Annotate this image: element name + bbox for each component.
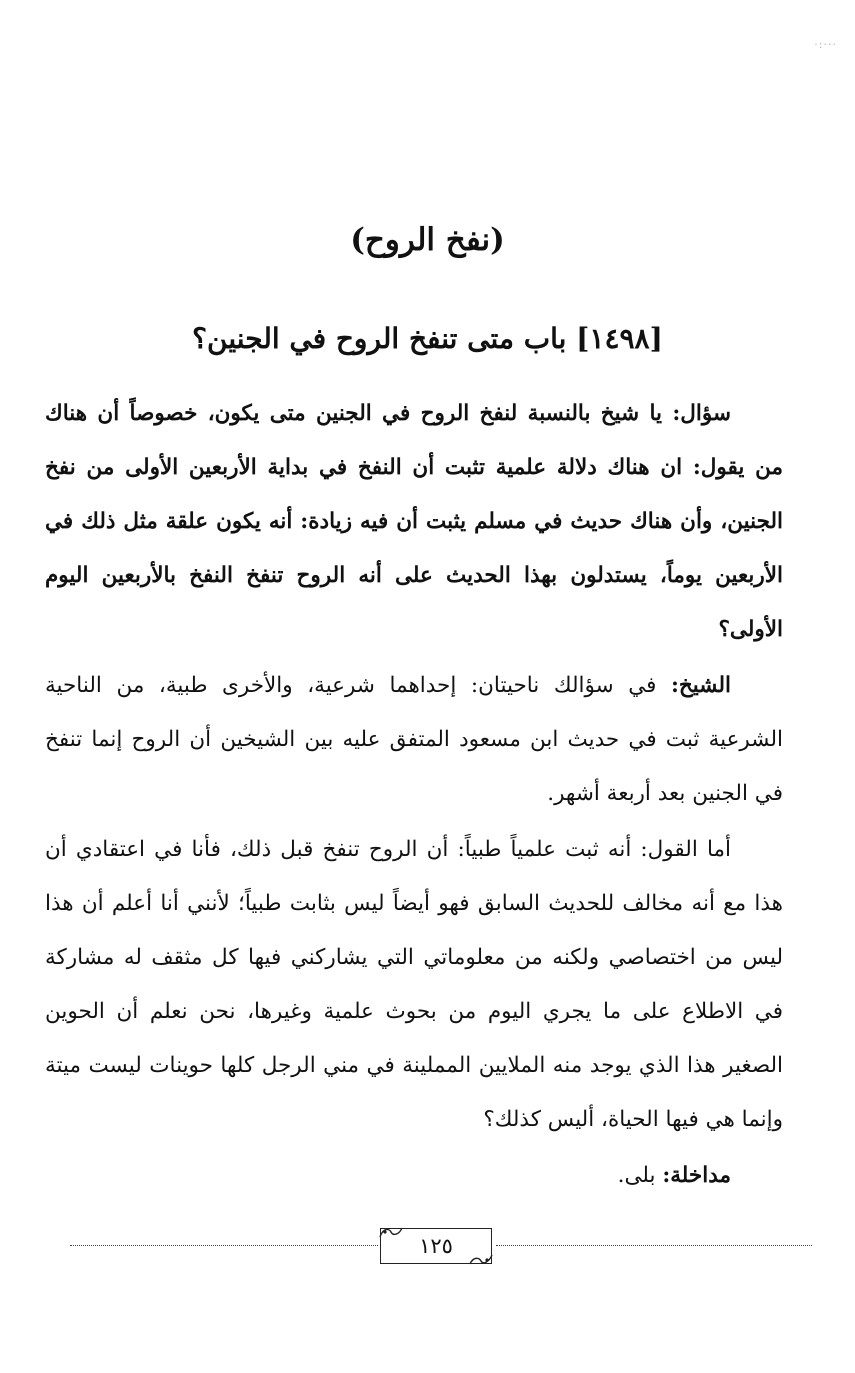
page-body bbox=[45, 387, 783, 1203]
corner-ornament-icon bbox=[379, 1226, 403, 1238]
body-paragraph bbox=[45, 823, 783, 1147]
scan-speck: ···:· bbox=[814, 38, 837, 51]
footer-rule-left bbox=[70, 1245, 378, 1246]
section-title: [١٤٩٨] باب متى تنفخ الروح في الجنين؟ bbox=[192, 322, 663, 355]
page-number-frame bbox=[380, 1228, 492, 1264]
intervention-speaker: مداخلة: bbox=[662, 1163, 731, 1188]
sheikh-speaker: الشيخ: bbox=[670, 673, 731, 698]
page-number: ١٢٥ bbox=[419, 1234, 453, 1258]
answer-paragraph bbox=[45, 659, 783, 821]
corner-ornament-icon bbox=[469, 1254, 493, 1266]
question-paragraph bbox=[45, 387, 783, 657]
page-footer bbox=[70, 1228, 812, 1272]
question-text: يا شيخ بالنسبة لنفخ الروح في الجنين متى يكون، خصوصاً أن هناك من يقول: ان هناك دلالة علمية تثبت أن النفخ في بداية الأربعين الأولى من نفخ الجنين، وأن هناك حديث في مسلم يثبت أن فيه زيادة: أنه يكون علقة مثل ذلك في الأربعين يوماً، يستدلون بهذا الحديث على أنه الروح تنفخ النفخ بالأربعين اليوم الأولى؟ bbox=[45, 401, 784, 642]
question-speaker: سؤال: bbox=[672, 401, 731, 426]
answer-text: في سؤالك ناحيتان: إحداهما شرعية، والأخرى طبية، من الناحية الشرعية ثبت في حديث ابن مسعود المتفق عليه بين الشيخين أن الروح إنما تنفخ في الجنين بعد أربعة أشهر. bbox=[45, 673, 783, 806]
footer-rule-right bbox=[496, 1245, 812, 1246]
intervention-text: بلى. bbox=[617, 1163, 663, 1188]
body-text: أما القول: أنه ثبت علمياً طبياً: أن الروح تنفخ قبل ذلك، فأنا في اعتقادي أن هذا مع أنه مخالف للحديث السابق فهو أيضاً ليس بثابت طبياً؛ لأنني أنا أعلم أن هذا ليس من اختصاصي ولكنه من معلوماتي التي يشاركني فيها كل مثقف له مشاركة في الاطلاع على ما يجري اليوم من بحوث علمية وغيرها، نحن نعلم أن الحوين الصغير هذا الذي يوجد منه الملايين المملينة في مني الرجل كلها حوينات ليست ميتة وإنما هي فيها الحياة، أليس كذلك؟ bbox=[45, 837, 783, 1132]
intervention-paragraph bbox=[45, 1149, 783, 1203]
chapter-title: (نفخ الروح) bbox=[350, 222, 505, 258]
